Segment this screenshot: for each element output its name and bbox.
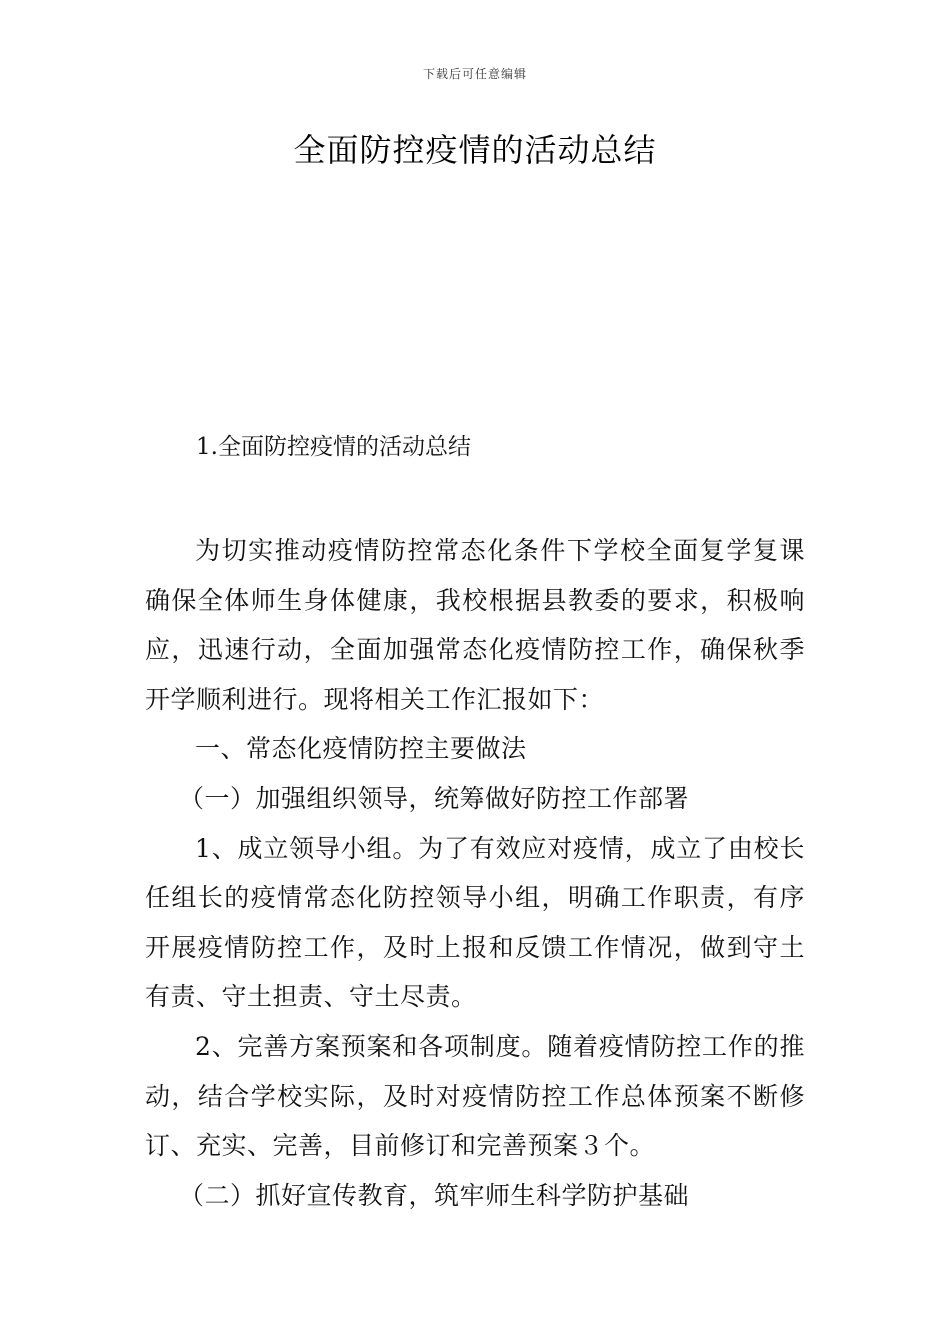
- section-heading: 1.全面防控疫情的活动总结: [196, 434, 471, 460]
- heading-part-one: 一、常态化疫情防控主要做法: [195, 734, 527, 764]
- paragraph-item-one: 1、成立领导小组。为了有效应对疫情，成立了由校长任组长的疫情常态化防控领导小组，明确工作职责，有序开展疫情防控工作，及时上报和反馈工作情况，做到守土有责、守土担责、守土尽责。: [145, 833, 805, 1012]
- paragraph-item-two: 2、完善方案预案和各项制度。随着疫情防控工作的推动，结合学校实际，及时对疫情防控工作总体预案不断修订、充实、完善，目前修订和完善预案３个。: [145, 1031, 805, 1161]
- paragraph-intro: 为切实推动疫情防控常态化条件下学校全面复学复课确保全体师生身体健康，我校根据县教委的要求，积极响应，迅速行动，全面加强常态化疫情防控工作，确保秋季开学顺利进行。现将相关工作汇报如下：: [145, 536, 805, 714]
- document-title: 全面防控疫情的活动总结: [293, 131, 657, 169]
- heading-sub-two: （二）抓好宣传教育，筑牢师生科学防护基础: [179, 1180, 690, 1210]
- document-body: [145, 526, 805, 1220]
- heading-sub-one: （一）加强组织领导，统筹做好防控工作部署: [179, 783, 690, 813]
- header-note: 下载后可任意编辑: [422, 67, 527, 81]
